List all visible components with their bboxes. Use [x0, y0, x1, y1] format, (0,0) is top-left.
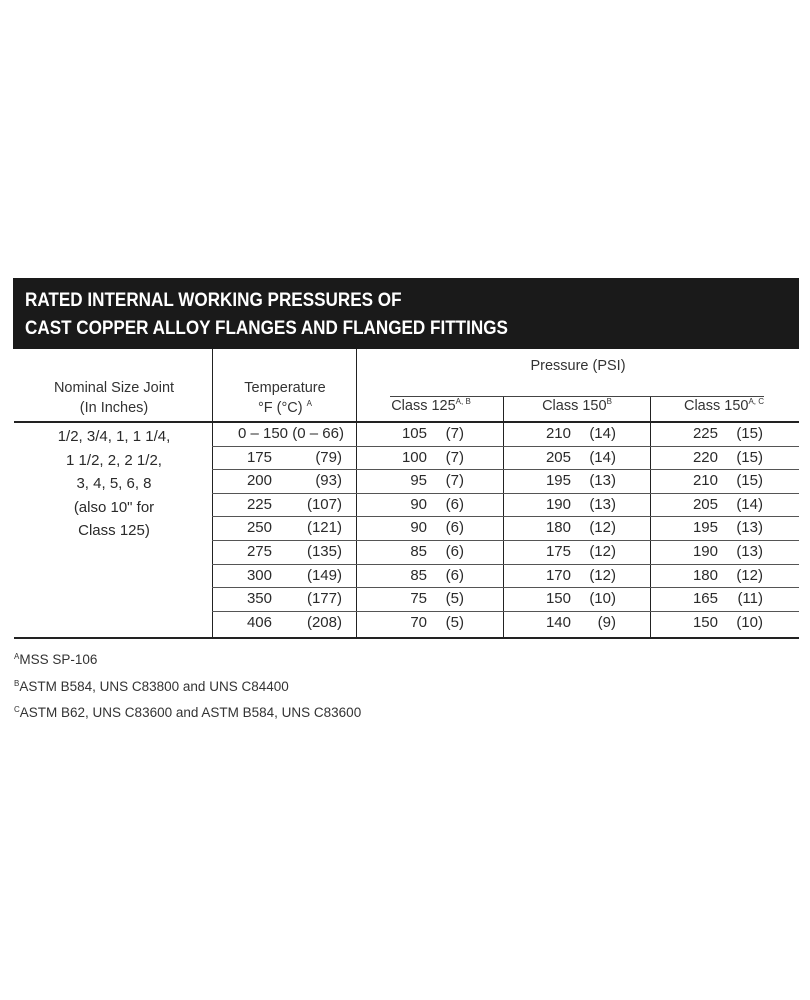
class-150b-header — [504, 398, 650, 414]
temp-f-cell: 225 — [246, 495, 272, 513]
class-150ac-kgcm-cell: (15) — [736, 448, 763, 466]
header-bottom-rule — [14, 421, 799, 423]
temperature-header — [212, 378, 358, 418]
class-150ac-label: Class 150 — [683, 398, 749, 414]
class-150b-kgcm-cell: (12) — [589, 566, 616, 584]
row-divider — [212, 493, 799, 494]
class-150ac-psi-cell: 225 — [692, 425, 718, 442]
table-title — [13, 278, 799, 349]
class-150b-kgcm-cell: (13) — [589, 472, 616, 490]
footnote-a — [14, 652, 97, 667]
nominal-size-cell — [14, 425, 214, 543]
nominal-size-header — [14, 378, 214, 418]
class-125-psi-cell: 95 — [410, 472, 427, 490]
class-150ac-psi-cell: 150 — [692, 613, 718, 631]
class-150ac-footnote-mark: A, C — [748, 397, 765, 407]
class-150b-kgcm-cell: (13) — [589, 495, 616, 513]
nominal-size-line: Class 125) — [78, 522, 150, 539]
class-150ac-psi-cell: 210 — [692, 472, 718, 490]
nominal-size-line: 1 1/2, 2, 2 1/2, — [66, 451, 162, 469]
row-divider — [212, 564, 799, 565]
nominal-size-line: (also 10" for — [73, 498, 155, 516]
class-125-kgcm-cell: (6) — [445, 519, 464, 537]
class-125-kgcm-cell: (6) — [445, 543, 464, 560]
class-125-psi-cell: 90 — [410, 495, 427, 513]
class-150b-label: Class 150 — [542, 398, 607, 414]
class-125-psi-cell: 90 — [410, 519, 427, 537]
nominal-size-line: 3, 4, 5, 6, 8 — [76, 475, 152, 492]
footnote-mark: A — [14, 652, 20, 661]
class-150ac-header — [650, 398, 798, 414]
title-line-1: RATED INTERNAL WORKING PRESSURES OF — [25, 290, 402, 311]
class-150b-kgcm-cell: (12) — [589, 543, 616, 560]
class-150b-kgcm-cell: (14) — [589, 425, 616, 442]
class-150b-kgcm-cell: (12) — [589, 519, 616, 537]
temp-c-cell: (107) — [306, 495, 342, 513]
divider-class-2 — [650, 397, 651, 638]
temp-header-line-1: Temperature — [244, 380, 326, 396]
class-150b-psi-cell: 150 — [545, 590, 571, 608]
temp-c-cell: (121) — [306, 519, 342, 537]
class-125-label: Class 125 — [391, 398, 456, 414]
class-150b-kgcm-cell: (14) — [589, 448, 616, 466]
class-125-kgcm-cell: (5) — [445, 613, 464, 631]
class-125-footnote-mark: A, B — [455, 397, 471, 407]
class-150ac-kgcm-cell: (15) — [736, 425, 763, 442]
class-150ac-kgcm-cell: (13) — [736, 519, 763, 537]
temp-f-cell: 0 – 150 — [237, 425, 288, 442]
footnote-b — [14, 679, 289, 694]
class-125-header — [358, 398, 504, 414]
class-150b-footnote-mark: B — [606, 397, 612, 407]
class-150b-kgcm-cell: (9) — [597, 613, 616, 631]
row-divider — [212, 469, 799, 470]
temp-c-cell: (79) — [315, 448, 342, 466]
footnote-text: ASTM B62, UNS C83600 and ASTM B584, UNS C83600 — [19, 705, 362, 720]
temp-c-cell: (177) — [306, 590, 342, 608]
class-125-psi-cell: 85 — [410, 543, 427, 560]
row-divider — [212, 516, 799, 517]
class-125-psi-cell: 105 — [401, 425, 427, 442]
footnote-text: MSS SP-106 — [19, 652, 98, 667]
class-150ac-psi-cell: 180 — [692, 566, 718, 584]
temp-f-cell: 250 — [246, 519, 272, 537]
class-125-psi-cell: 100 — [401, 448, 427, 466]
temp-footnote-mark: A — [306, 399, 312, 409]
class-125-kgcm-cell: (6) — [445, 495, 464, 513]
class-150b-psi-cell: 195 — [545, 472, 571, 490]
temp-f-cell: 175 — [246, 448, 272, 466]
class-150ac-psi-cell: 220 — [692, 448, 718, 466]
row-divider — [212, 540, 799, 541]
class-150b-psi-cell: 210 — [545, 425, 571, 442]
class-125-kgcm-cell: (7) — [445, 448, 464, 466]
class-150b-psi-cell: 170 — [545, 566, 571, 584]
temp-c-cell: (0 – 66) — [292, 425, 344, 442]
class-150ac-psi-cell: 195 — [692, 519, 718, 537]
class-125-psi-cell: 85 — [410, 566, 427, 584]
temp-f-cell: 200 — [246, 472, 272, 490]
temp-f-cell: 350 — [246, 590, 272, 608]
temp-f-cell: 275 — [246, 543, 272, 560]
temp-c-cell: (149) — [306, 566, 342, 584]
temp-units: °F (°C) — [258, 400, 303, 416]
temp-header-line-2 — [212, 398, 358, 418]
class-125-kgcm-cell: (7) — [445, 472, 464, 490]
temp-c-cell: (208) — [306, 613, 342, 631]
class-125-psi-cell: 70 — [410, 613, 427, 631]
footnote-mark: C — [14, 705, 20, 714]
temp-c-cell: (135) — [306, 543, 342, 560]
footnote-mark: B — [14, 679, 20, 688]
table-bottom-rule — [14, 637, 799, 639]
nominal-size-line: 1/2, 3/4, 1, 1 1/4, — [57, 428, 171, 445]
class-150b-kgcm-cell: (10) — [589, 590, 616, 608]
temp-f-cell: 300 — [246, 566, 272, 584]
class-150ac-psi-cell: 190 — [692, 543, 718, 560]
class-150ac-kgcm-cell: (11) — [737, 590, 763, 608]
divider-class-1 — [503, 397, 504, 638]
class-150ac-kgcm-cell: (10) — [736, 613, 763, 631]
class-150b-psi-cell: 175 — [545, 543, 571, 560]
class-150ac-kgcm-cell: (12) — [736, 566, 763, 584]
class-150ac-psi-cell: 165 — [692, 590, 718, 608]
title-line-2: CAST COPPER ALLOY FLANGES AND FLANGED FITTINGS — [25, 318, 508, 339]
class-125-kgcm-cell: (5) — [445, 590, 464, 608]
class-150b-psi-cell: 180 — [545, 519, 571, 537]
class-150ac-psi-cell: 205 — [692, 495, 718, 513]
nominal-header-line-1: Nominal Size Joint — [53, 380, 175, 396]
class-150ac-kgcm-cell: (14) — [736, 495, 763, 513]
class-150b-psi-cell: 190 — [545, 495, 571, 513]
class-150b-psi-cell: 205 — [545, 448, 571, 466]
class-150b-psi-cell: 140 — [545, 613, 571, 631]
pressure-subheader-rule — [390, 396, 764, 397]
nominal-header-line-2: (In Inches) — [79, 400, 149, 416]
row-divider — [212, 446, 799, 447]
footnote-c — [14, 705, 361, 720]
class-150ac-kgcm-cell: (13) — [736, 543, 763, 560]
class-125-kgcm-cell: (7) — [445, 425, 464, 442]
temp-c-cell: (93) — [315, 472, 342, 490]
row-divider — [212, 611, 799, 612]
temp-f-cell: 406 — [246, 613, 272, 631]
row-divider — [212, 587, 799, 588]
class-125-psi-cell: 75 — [410, 590, 427, 608]
pressure-header: Pressure (PSI) — [530, 358, 626, 374]
footnote-text: ASTM B584, UNS C83800 and UNS C84400 — [19, 679, 289, 694]
class-125-kgcm-cell: (6) — [445, 566, 464, 584]
class-150ac-kgcm-cell: (15) — [736, 472, 763, 490]
